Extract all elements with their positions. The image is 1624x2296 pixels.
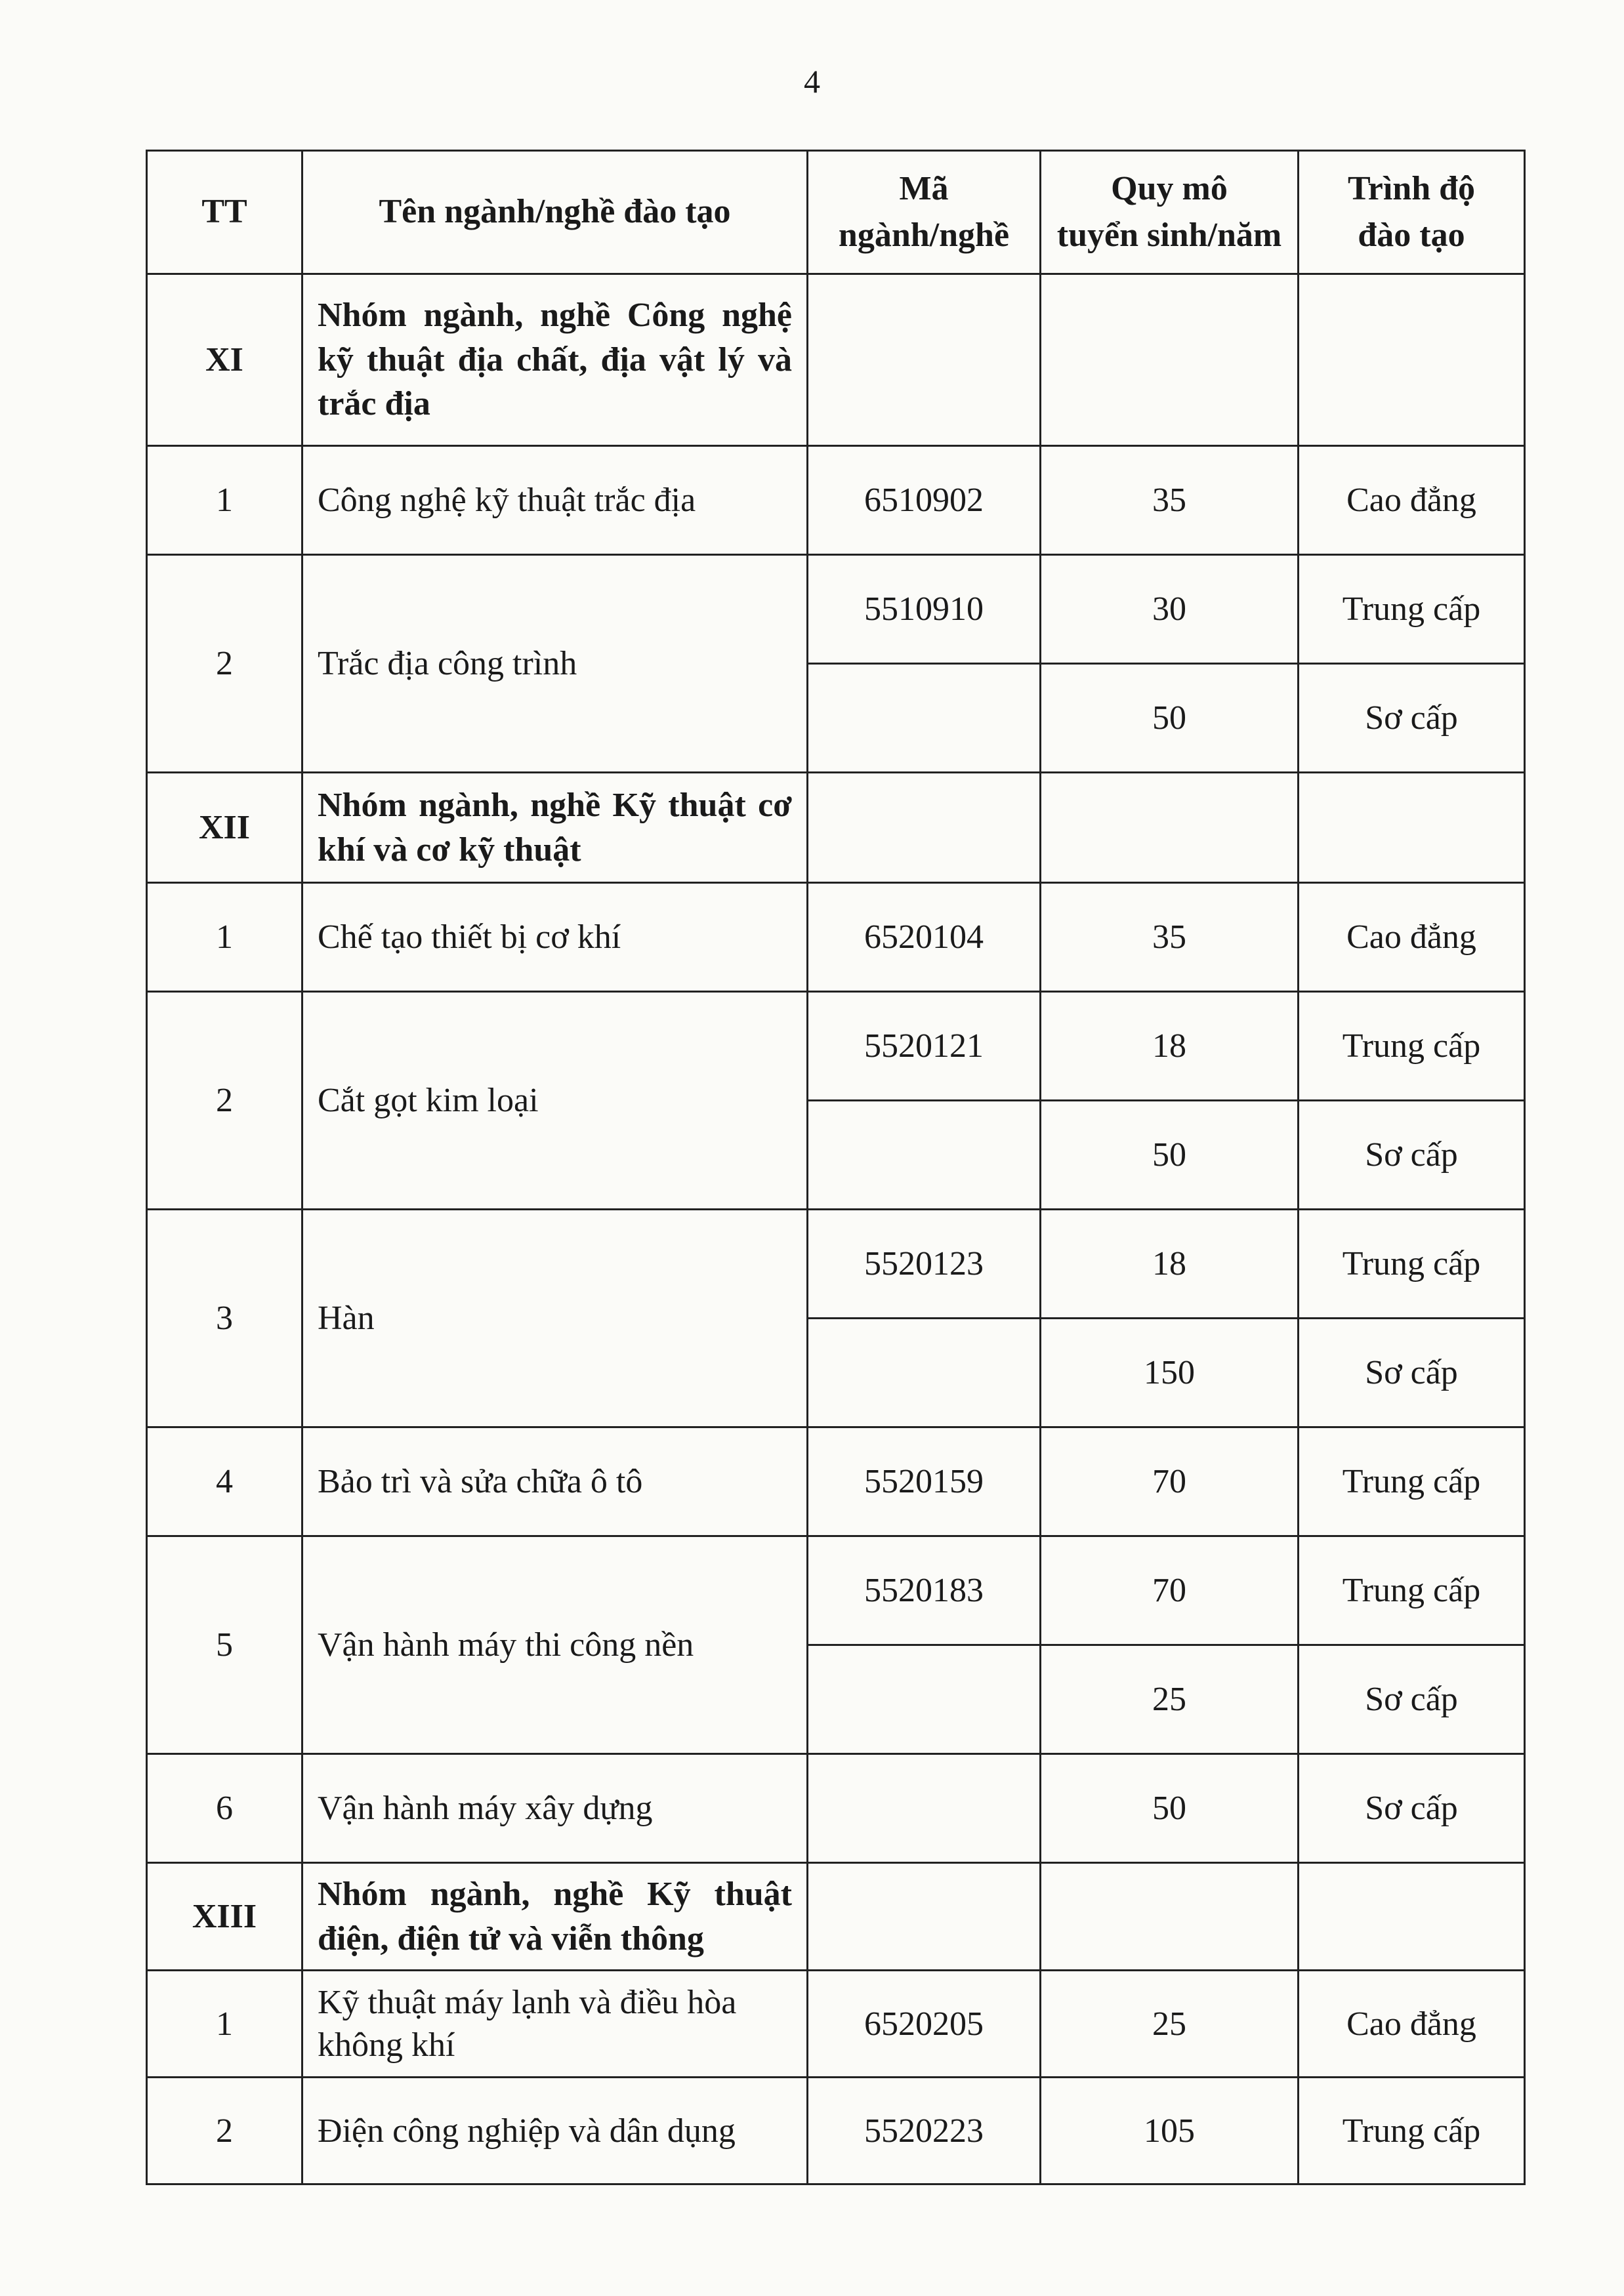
training-level: Trung cấp	[1299, 1210, 1525, 1319]
occupation-name: Vận hành máy thi công nền	[302, 1536, 808, 1754]
training-level: Trung cấp	[1299, 1536, 1525, 1645]
enrollment-table	[146, 150, 1526, 2185]
occupation-name: Cắt gọt kim loại	[302, 992, 808, 1210]
table-row	[147, 1536, 1525, 1645]
group-name: Nhóm ngành, nghề Công nghệ kỹ thuật địa chất, địa vật lý và trắc địa	[302, 274, 808, 446]
enrollment-scale: 18	[1041, 1210, 1299, 1319]
enrollment-scale: 35	[1041, 883, 1299, 992]
training-level: Sơ cấp	[1299, 1645, 1525, 1754]
group-number: XII	[147, 773, 302, 883]
group-number: XIII	[147, 1863, 302, 1971]
occupation-code: 6520104	[808, 883, 1041, 992]
training-level: Trung cấp	[1299, 1427, 1525, 1536]
enrollment-scale: 150	[1041, 1319, 1299, 1427]
training-level: Cao đẳng	[1299, 883, 1525, 992]
occupation-code: 6520205	[808, 1971, 1041, 2078]
row-number: 6	[147, 1754, 302, 1863]
group-row	[147, 274, 1525, 446]
row-number: 1	[147, 446, 302, 555]
training-level: Trung cấp	[1299, 555, 1525, 664]
header-tt: TT	[147, 151, 302, 274]
occupation-name: Trắc địa công trình	[302, 555, 808, 773]
page-number: 4	[804, 63, 820, 100]
enrollment-scale: 25	[1041, 1971, 1299, 2078]
enrollment-scale: 70	[1041, 1427, 1299, 1536]
table-row	[147, 2078, 1525, 2184]
occupation-code: 5520223	[808, 2078, 1041, 2184]
table-header-row	[147, 151, 1525, 274]
occupation-name: Bảo trì và sửa chữa ô tô	[302, 1427, 808, 1536]
occupation-name: Hàn	[302, 1210, 808, 1427]
header-name: Tên ngành/nghề đào tạo	[302, 151, 808, 274]
table-row	[147, 883, 1525, 992]
enrollment-scale: 18	[1041, 992, 1299, 1101]
enrollment-scale: 35	[1041, 446, 1299, 555]
occupation-code: 5520121	[808, 992, 1041, 1101]
enrollment-scale: 70	[1041, 1536, 1299, 1645]
table-row	[147, 1754, 1525, 1863]
occupation-name: Vận hành máy xây dựng	[302, 1754, 808, 1863]
table-row	[147, 1427, 1525, 1536]
training-level: Sơ cấp	[1299, 664, 1525, 773]
table-row	[147, 992, 1525, 1101]
group-row	[147, 1863, 1525, 1971]
occupation-code: 5520159	[808, 1427, 1041, 1536]
enrollment-scale: 25	[1041, 1645, 1299, 1754]
occupation-code: 5520183	[808, 1536, 1041, 1645]
row-number: 1	[147, 1971, 302, 2078]
row-number: 2	[147, 555, 302, 773]
header-scale: Quy mô tuyển sinh/năm	[1041, 151, 1299, 274]
training-level: Cao đẳng	[1299, 446, 1525, 555]
training-level: Sơ cấp	[1299, 1754, 1525, 1863]
group-row	[147, 773, 1525, 883]
occupation-name: Chế tạo thiết bị cơ khí	[302, 883, 808, 992]
row-number: 5	[147, 1536, 302, 1754]
enrollment-scale: 50	[1041, 1754, 1299, 1863]
row-number: 2	[147, 2078, 302, 2184]
row-number: 3	[147, 1210, 302, 1427]
row-number: 4	[147, 1427, 302, 1536]
group-name: Nhóm ngành, nghề Kỹ thuật điện, điện tử và viễn thông	[302, 1863, 808, 1971]
training-level: Cao đẳng	[1299, 1971, 1525, 2078]
occupation-name: Điện công nghiệp và dân dụng	[302, 2078, 808, 2184]
occupation-code: 5520123	[808, 1210, 1041, 1319]
occupation-name: Kỹ thuật máy lạnh và điều hòa không khí	[302, 1971, 808, 2078]
occupation-code: 5510910	[808, 555, 1041, 664]
occupation-code: 6510902	[808, 446, 1041, 555]
table-row	[147, 555, 1525, 664]
row-number: 2	[147, 992, 302, 1210]
table-row	[147, 1210, 1525, 1319]
training-level: Trung cấp	[1299, 2078, 1525, 2184]
table-row	[147, 446, 1525, 555]
training-level: Sơ cấp	[1299, 1319, 1525, 1427]
group-number: XI	[147, 274, 302, 446]
row-number: 1	[147, 883, 302, 992]
enrollment-scale: 105	[1041, 2078, 1299, 2184]
enrollment-scale: 50	[1041, 664, 1299, 773]
header-code: Mã ngành/nghề	[808, 151, 1041, 274]
training-level: Sơ cấp	[1299, 1101, 1525, 1210]
enrollment-scale: 30	[1041, 555, 1299, 664]
training-level: Trung cấp	[1299, 992, 1525, 1101]
occupation-name: Công nghệ kỹ thuật trắc địa	[302, 446, 808, 555]
header-level: Trình độ đào tạo	[1299, 151, 1525, 274]
enrollment-scale: 50	[1041, 1101, 1299, 1210]
group-name: Nhóm ngành, nghề Kỹ thuật cơ khí và cơ kỹ thuật	[302, 773, 808, 883]
occupation-code	[808, 1754, 1041, 1863]
table-row	[147, 1971, 1525, 2078]
